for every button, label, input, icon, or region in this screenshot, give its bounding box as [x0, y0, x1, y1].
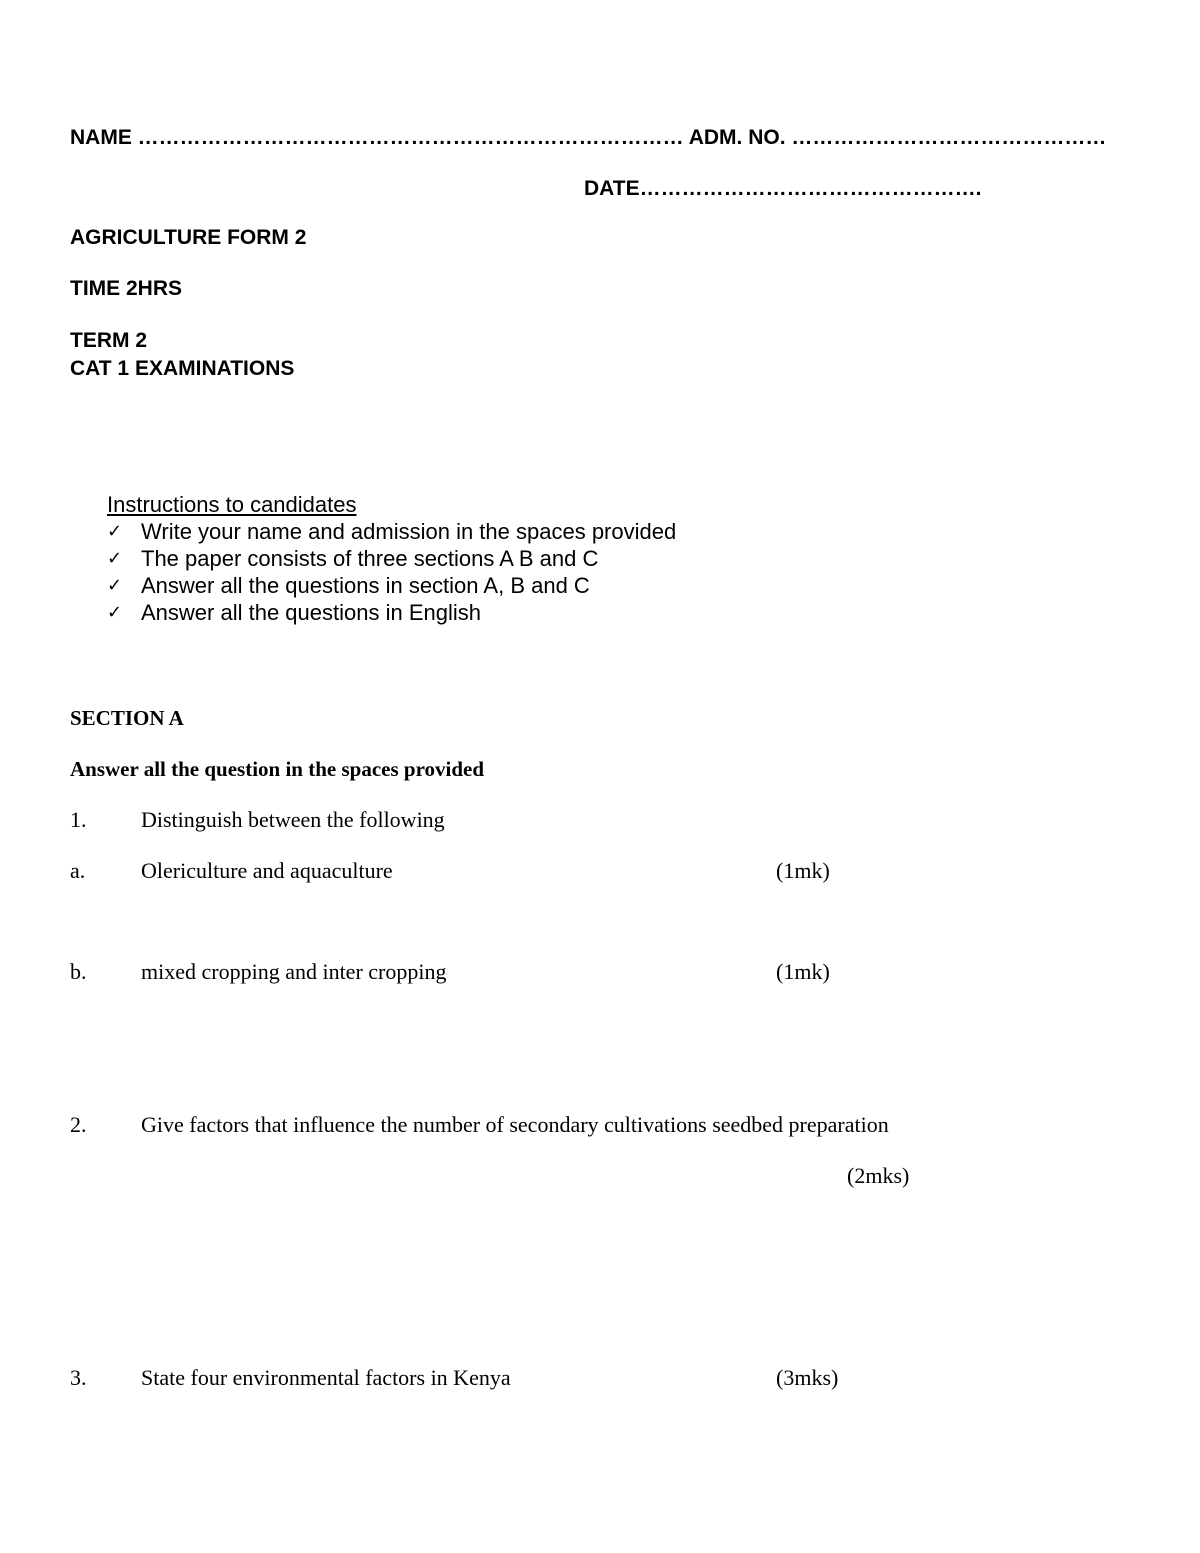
instruction-item: ✓ Write your name and admission in the spaces provided [107, 519, 677, 544]
instruction-item: ✓ The paper consists of three sections A B and C [107, 546, 599, 571]
subquestion-text: mixed cropping and inter cropping [141, 959, 447, 984]
marks-label: (2mks) [847, 1163, 910, 1188]
instruction-item: ✓ Answer all the questions in English [107, 600, 481, 625]
question-number: 1. [70, 807, 87, 832]
term-label: TERM 2 [70, 329, 148, 352]
checkmark-icon: ✓ [107, 602, 123, 623]
section-title: SECTION A [70, 706, 184, 730]
instruction-item: ✓ Answer all the questions in section A, B and C [107, 573, 590, 598]
marks-label: (1mk) [776, 858, 830, 883]
question-number: 2. [70, 1112, 87, 1137]
checkmark-icon: ✓ [107, 548, 123, 569]
marks-label: (1mk) [776, 959, 830, 984]
exam-label: CAT 1 EXAMINATIONS [70, 357, 295, 380]
date-line: DATE…………………………………………. [584, 177, 982, 200]
name-adm-line: NAME …………………………………………………………………… ADM. NO. ……………………………………… [70, 126, 1107, 149]
question-text: Distinguish between the following [141, 807, 445, 832]
question-text: Give factors that influence the number of secondary cultivations seedbed preparation [141, 1112, 889, 1137]
checkmark-icon: ✓ [107, 575, 123, 596]
subquestion-label: a. [70, 858, 86, 883]
time-allowed: TIME 2HRS [70, 277, 183, 300]
checkmark-icon: ✓ [107, 521, 123, 542]
question-number: 3. [70, 1365, 87, 1390]
subquestion-label: b. [70, 959, 87, 984]
subquestion-text: Olericulture and aquaculture [141, 858, 393, 883]
subject-title: AGRICULTURE FORM 2 [70, 226, 307, 249]
question-text: State four environmental factors in Kenya [141, 1365, 511, 1390]
section-instruction: Answer all the question in the spaces provided [70, 757, 485, 781]
instructions-title: Instructions to candidates [107, 492, 357, 517]
marks-label: (3mks) [776, 1365, 839, 1390]
